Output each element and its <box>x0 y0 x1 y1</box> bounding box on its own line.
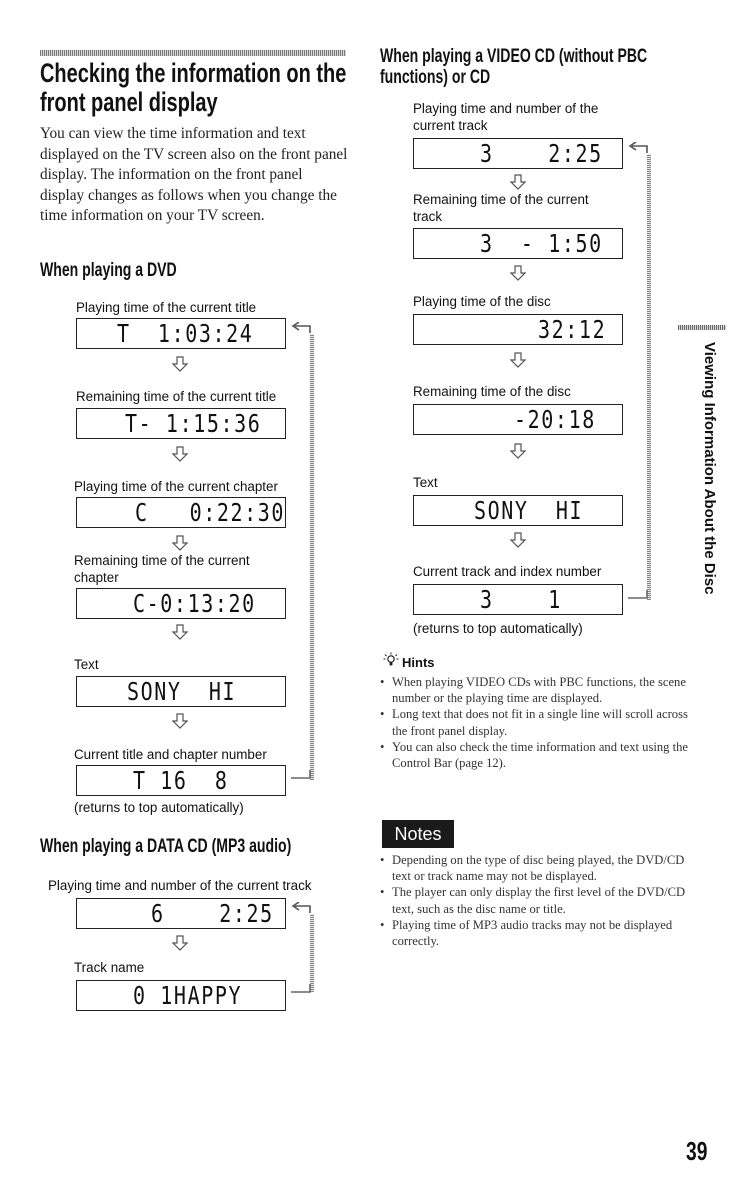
down-arrow-icon <box>172 935 188 951</box>
page-title-line1: Checking the information on the <box>40 58 347 88</box>
vcd-display-3 <box>413 314 623 345</box>
loop-back-arrow-icon <box>626 142 648 154</box>
dvd-label-5: Text <box>74 657 99 672</box>
down-arrow-icon <box>172 446 188 462</box>
side-tab-rule <box>678 325 726 330</box>
down-arrow-icon <box>172 356 188 372</box>
loop-end-icon <box>626 590 648 602</box>
vcd-display-3-text: 32:12 <box>538 315 607 344</box>
vcd-heading-line2: functions) or CD <box>380 67 491 88</box>
note-item: • Depending on the type of disc being played, the DVD/CD text or track name may not be displayed. <box>380 852 690 884</box>
loop-end-icon <box>289 984 311 996</box>
vcd-label-5: Text <box>413 475 438 490</box>
page-title-line2: front panel display <box>40 87 218 117</box>
down-arrow-icon <box>172 535 188 551</box>
dvd-label-4a: Remaining time of the current <box>74 553 250 568</box>
note-item: • The player can only display the first level of the DVD/CD text, such as the disc name or title. <box>380 884 690 916</box>
title-rule <box>40 50 346 56</box>
dvd-loop-line <box>310 334 314 780</box>
mp3-heading: When playing a DATA CD (MP3 audio) <box>40 836 292 857</box>
loop-back-arrow-icon <box>289 902 311 914</box>
vcd-display-5 <box>413 495 623 526</box>
loop-end-icon <box>289 770 311 782</box>
hint-item: • You can also check the time information and text using the Control Bar (page 12). <box>380 739 690 771</box>
mp3-display-1 <box>76 898 286 929</box>
vcd-label-2b: track <box>413 209 443 224</box>
vcd-label-1b: current track <box>413 118 488 133</box>
vcd-label-4: Remaining time of the disc <box>413 384 571 399</box>
dvd-display-3-text: C 0:22:30 <box>135 498 286 527</box>
dvd-display-5-text: SONY HI <box>127 677 237 706</box>
vcd-display-2 <box>413 228 623 259</box>
dvd-display-4-text: C-0:13:20 <box>133 589 256 618</box>
dvd-label-4b: chapter <box>74 570 119 585</box>
dvd-display-1 <box>76 318 286 349</box>
lightbulb-icon <box>383 652 399 668</box>
dvd-display-2 <box>76 408 286 439</box>
down-arrow-icon <box>510 443 526 459</box>
mp3-loop-line <box>310 914 314 992</box>
down-arrow-icon <box>172 713 188 729</box>
dvd-display-2-text: T- 1:15:36 <box>125 409 262 438</box>
dvd-display-6 <box>76 765 286 796</box>
dvd-display-3 <box>76 497 286 528</box>
dvd-display-1-text: T 1:03:24 <box>117 319 254 348</box>
down-arrow-icon <box>172 624 188 640</box>
hint-item: • Long text that does not fit in a single line will scroll across the front panel display. <box>380 706 690 738</box>
side-tab <box>700 342 718 595</box>
dvd-display-5 <box>76 676 286 707</box>
vcd-display-4-text: -20:18 <box>514 405 596 434</box>
loop-back-arrow-icon <box>289 322 311 334</box>
dvd-label-1: Playing time of the current title <box>76 300 257 315</box>
dvd-label-3: Playing time of the current chapter <box>74 479 278 494</box>
dvd-heading: When playing a DVD <box>40 260 177 281</box>
mp3-label-1: Playing time and number of the current track <box>48 878 312 893</box>
vcd-label-2a: Remaining time of the current <box>413 192 589 207</box>
vcd-label-3: Playing time of the disc <box>413 294 551 309</box>
vcd-display-6 <box>413 584 623 615</box>
vcd-display-2-text: 3 - 1:50 <box>480 229 603 258</box>
vcd-footer: (returns to top automatically) <box>413 621 583 636</box>
dvd-footer: (returns to top automatically) <box>74 800 244 815</box>
vcd-display-1-text: 3 2:25 <box>480 139 603 168</box>
down-arrow-icon <box>510 532 526 548</box>
page-number: 39 <box>686 1136 708 1166</box>
mp3-display-2-text: 0 1HAPPY <box>133 981 243 1010</box>
dvd-label-6: Current title and chapter number <box>74 747 267 762</box>
vcd-display-5-text: SONY HI <box>474 496 584 525</box>
dvd-display-6-text: T 16 8 <box>133 766 229 795</box>
dvd-label-2: Remaining time of the current title <box>76 389 277 404</box>
down-arrow-icon <box>510 174 526 190</box>
note-item: • Playing time of MP3 audio tracks may not be displayed correctly. <box>380 917 690 949</box>
vcd-label-1a: Playing time and number of the <box>413 101 599 116</box>
vcd-label-6: Current track and index number <box>413 564 602 579</box>
intro-paragraph: You can view the time information and text displayed on the TV screen also on the front panel display. The information on the front panel display changes as follows when you change the time information on your TV screen. <box>40 125 348 224</box>
vcd-heading-line1: When playing a VIDEO CD (without PBC <box>380 46 648 67</box>
mp3-label-2: Track name <box>74 960 145 975</box>
hints-title: Hints <box>402 655 435 670</box>
vcd-display-1 <box>413 138 623 169</box>
mp3-display-2 <box>76 980 286 1011</box>
vcd-loop-line <box>647 154 651 600</box>
down-arrow-icon <box>510 352 526 368</box>
notes-list <box>380 852 690 949</box>
hints-list <box>380 674 690 771</box>
vcd-display-6-text: 3 1 <box>480 585 562 614</box>
side-tab-label: Viewing Information About the Disc <box>701 342 718 595</box>
mp3-display-1-text: 6 2:25 <box>151 899 274 928</box>
vcd-display-4 <box>413 404 623 435</box>
down-arrow-icon <box>510 265 526 281</box>
hint-item: • When playing VIDEO CDs with PBC functions, the scene number or the playing time are displayed. <box>380 674 690 706</box>
notes-badge: Notes <box>382 820 454 848</box>
dvd-display-4 <box>76 588 286 619</box>
